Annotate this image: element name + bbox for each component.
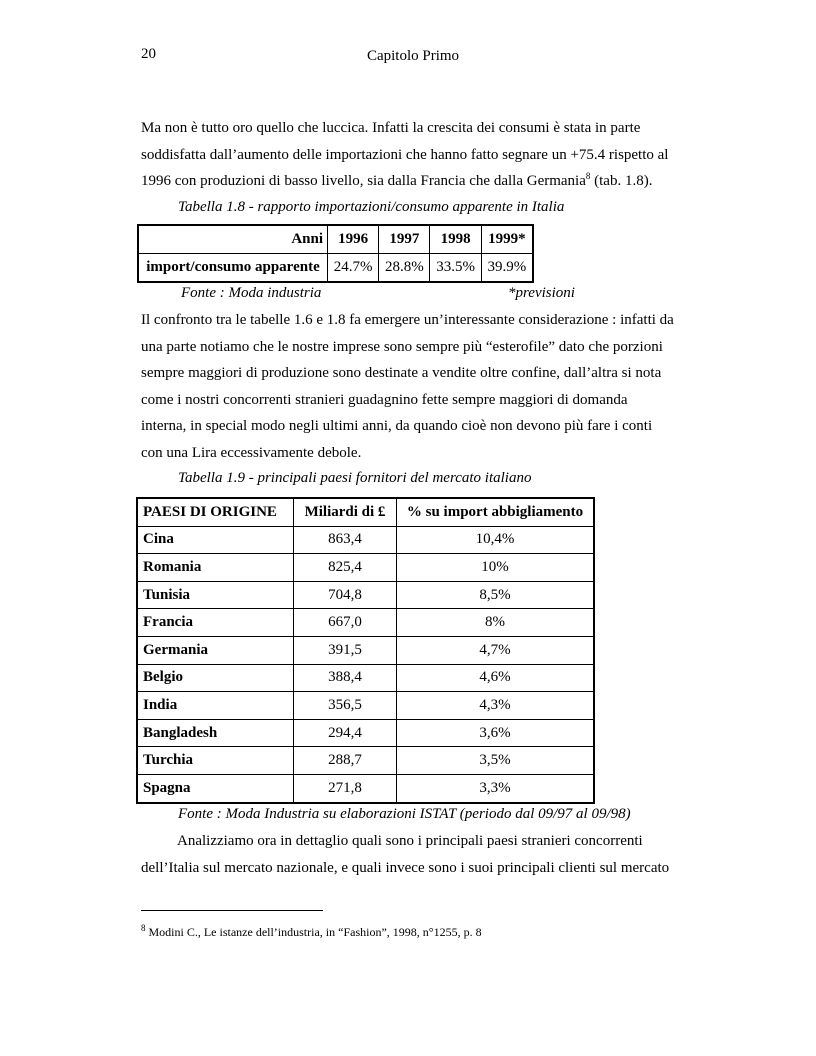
value-cell: 825,4 [294, 554, 397, 582]
country-cell: Spagna [137, 774, 294, 802]
table-row [137, 719, 594, 747]
country-cell: Belgio [137, 664, 294, 692]
country-cell: Tunisia [137, 581, 294, 609]
country-cell: Francia [137, 609, 294, 637]
table-row [137, 554, 594, 582]
paragraph-analysis [141, 828, 675, 881]
country-cell: Bangladesh [137, 719, 294, 747]
footnote-text: Modini C., Le istanze dell’industria, in “Fashion”, 1998, n°1255, p. 8 [145, 925, 482, 939]
text-line [141, 168, 675, 195]
table-row [138, 254, 533, 283]
table-row [137, 692, 594, 720]
table-cell: 33.5% [430, 254, 481, 283]
text-fragment: 1996 con produzioni di basso livello, sia dalla Francia che dalla Germania [141, 173, 586, 189]
text-line: una parte notiamo che le nostre imprese sono sempre più “esterofile” dato che porzioni [141, 338, 663, 355]
table-row [137, 526, 594, 554]
page-number: 20 [141, 46, 156, 62]
table-1-9-caption: Tabella 1.9 - principali paesi fornitori del mercato italiano [178, 470, 532, 486]
text-line: Ma non è tutto oro quello che luccica. Infatti la crescita dei consumi è stata in parte [141, 120, 641, 136]
table-cell: 24.7% [328, 254, 379, 283]
table-header-cell: Miliardi di £ [294, 498, 397, 526]
value-cell: 391,5 [294, 636, 397, 664]
table-1-9-source: Fonte : Moda Industria su elaborazioni ISTAT (periodo dal 09/97 al 09/98) [178, 806, 631, 822]
value-cell: 667,0 [294, 609, 397, 637]
table-header-cell: 1997 [379, 225, 430, 254]
percent-cell: 3,3% [397, 774, 595, 802]
table-header-cell: Anni [138, 225, 328, 254]
text-line: con una Lira eccessivamente debole. [141, 444, 362, 461]
percent-cell: 3,5% [397, 747, 595, 775]
table-1-9 [136, 497, 595, 804]
paragraph-comparison [141, 307, 675, 466]
table-header-cell: % su import abbigliamento [397, 498, 595, 526]
table-cell: 28.8% [379, 254, 430, 283]
percent-cell: 4,6% [397, 664, 595, 692]
text-line: interna, in special modo negli ultimi anni, da quando cioè non devono più fare i conti [141, 418, 653, 434]
table-header-cell: 1998 [430, 225, 481, 254]
table-1-8 [137, 224, 534, 283]
footnote [141, 925, 482, 940]
percent-cell: 3,6% [397, 719, 595, 747]
percent-cell: 10% [397, 554, 595, 582]
value-cell: 863,4 [294, 526, 397, 554]
text-line: Analizziamo ora in dettaglio quali sono i principali paesi stranieri concorrenti [177, 833, 643, 849]
text-fragment: (tab. 1.8). [590, 173, 653, 189]
table-header-row [138, 225, 533, 254]
table-1-8-note: *previsioni [508, 285, 575, 301]
table-header-cell: PAESI DI ORIGINE [137, 498, 294, 526]
table-row [137, 581, 594, 609]
percent-cell: 10,4% [397, 526, 595, 554]
table-row [137, 636, 594, 664]
text-line: dell’Italia sul mercato nazionale, e quali invece sono i suoi principali clienti sul mercato [141, 859, 670, 876]
value-cell: 356,5 [294, 692, 397, 720]
country-cell: Romania [137, 554, 294, 582]
footnote-separator [141, 910, 323, 911]
table-header-cell: 1999* [481, 225, 533, 254]
table-row [137, 609, 594, 637]
percent-cell: 4,7% [397, 636, 595, 664]
percent-cell: 8% [397, 609, 595, 637]
country-cell: India [137, 692, 294, 720]
table-row [137, 774, 594, 802]
country-cell: Germania [137, 636, 294, 664]
table-row [137, 747, 594, 775]
running-head: Capitolo Primo [366, 48, 460, 64]
text-line: Il confronto tra le tabelle 1.6 e 1.8 fa emergere un’interessante considerazione : infatti da [141, 312, 674, 328]
table-row [137, 664, 594, 692]
paragraph-intro [141, 115, 675, 195]
value-cell: 388,4 [294, 664, 397, 692]
table-row-label: import/consumo apparente [138, 254, 328, 283]
country-cell: Cina [137, 526, 294, 554]
value-cell: 271,8 [294, 774, 397, 802]
text-line: sempre maggiori di produzione sono destinate a vendite oltre confine, dall’altra si nota [141, 365, 662, 381]
table-cell: 39.9% [481, 254, 533, 283]
footnote-number: 8 [141, 923, 146, 933]
value-cell: 704,8 [294, 581, 397, 609]
value-cell: 288,7 [294, 747, 397, 775]
table-header-cell: 1996 [328, 225, 379, 254]
table-header-row [137, 498, 594, 526]
percent-cell: 4,3% [397, 692, 595, 720]
footnote-ref: 8 [585, 171, 591, 181]
table-1-8-source: Fonte : Moda industria [181, 285, 322, 301]
country-cell: Turchia [137, 747, 294, 775]
text-line: soddisfatta dall’aumento delle importazioni che hanno fatto segnare un +75.4 rispetto al [141, 146, 669, 163]
percent-cell: 8,5% [397, 581, 595, 609]
value-cell: 294,4 [294, 719, 397, 747]
text-line: come i nostri concorrenti stranieri guadagnino fette sempre maggiori di domanda [141, 391, 628, 408]
table-1-8-caption: Tabella 1.8 - rapporto importazioni/consumo apparente in Italia [178, 199, 565, 215]
